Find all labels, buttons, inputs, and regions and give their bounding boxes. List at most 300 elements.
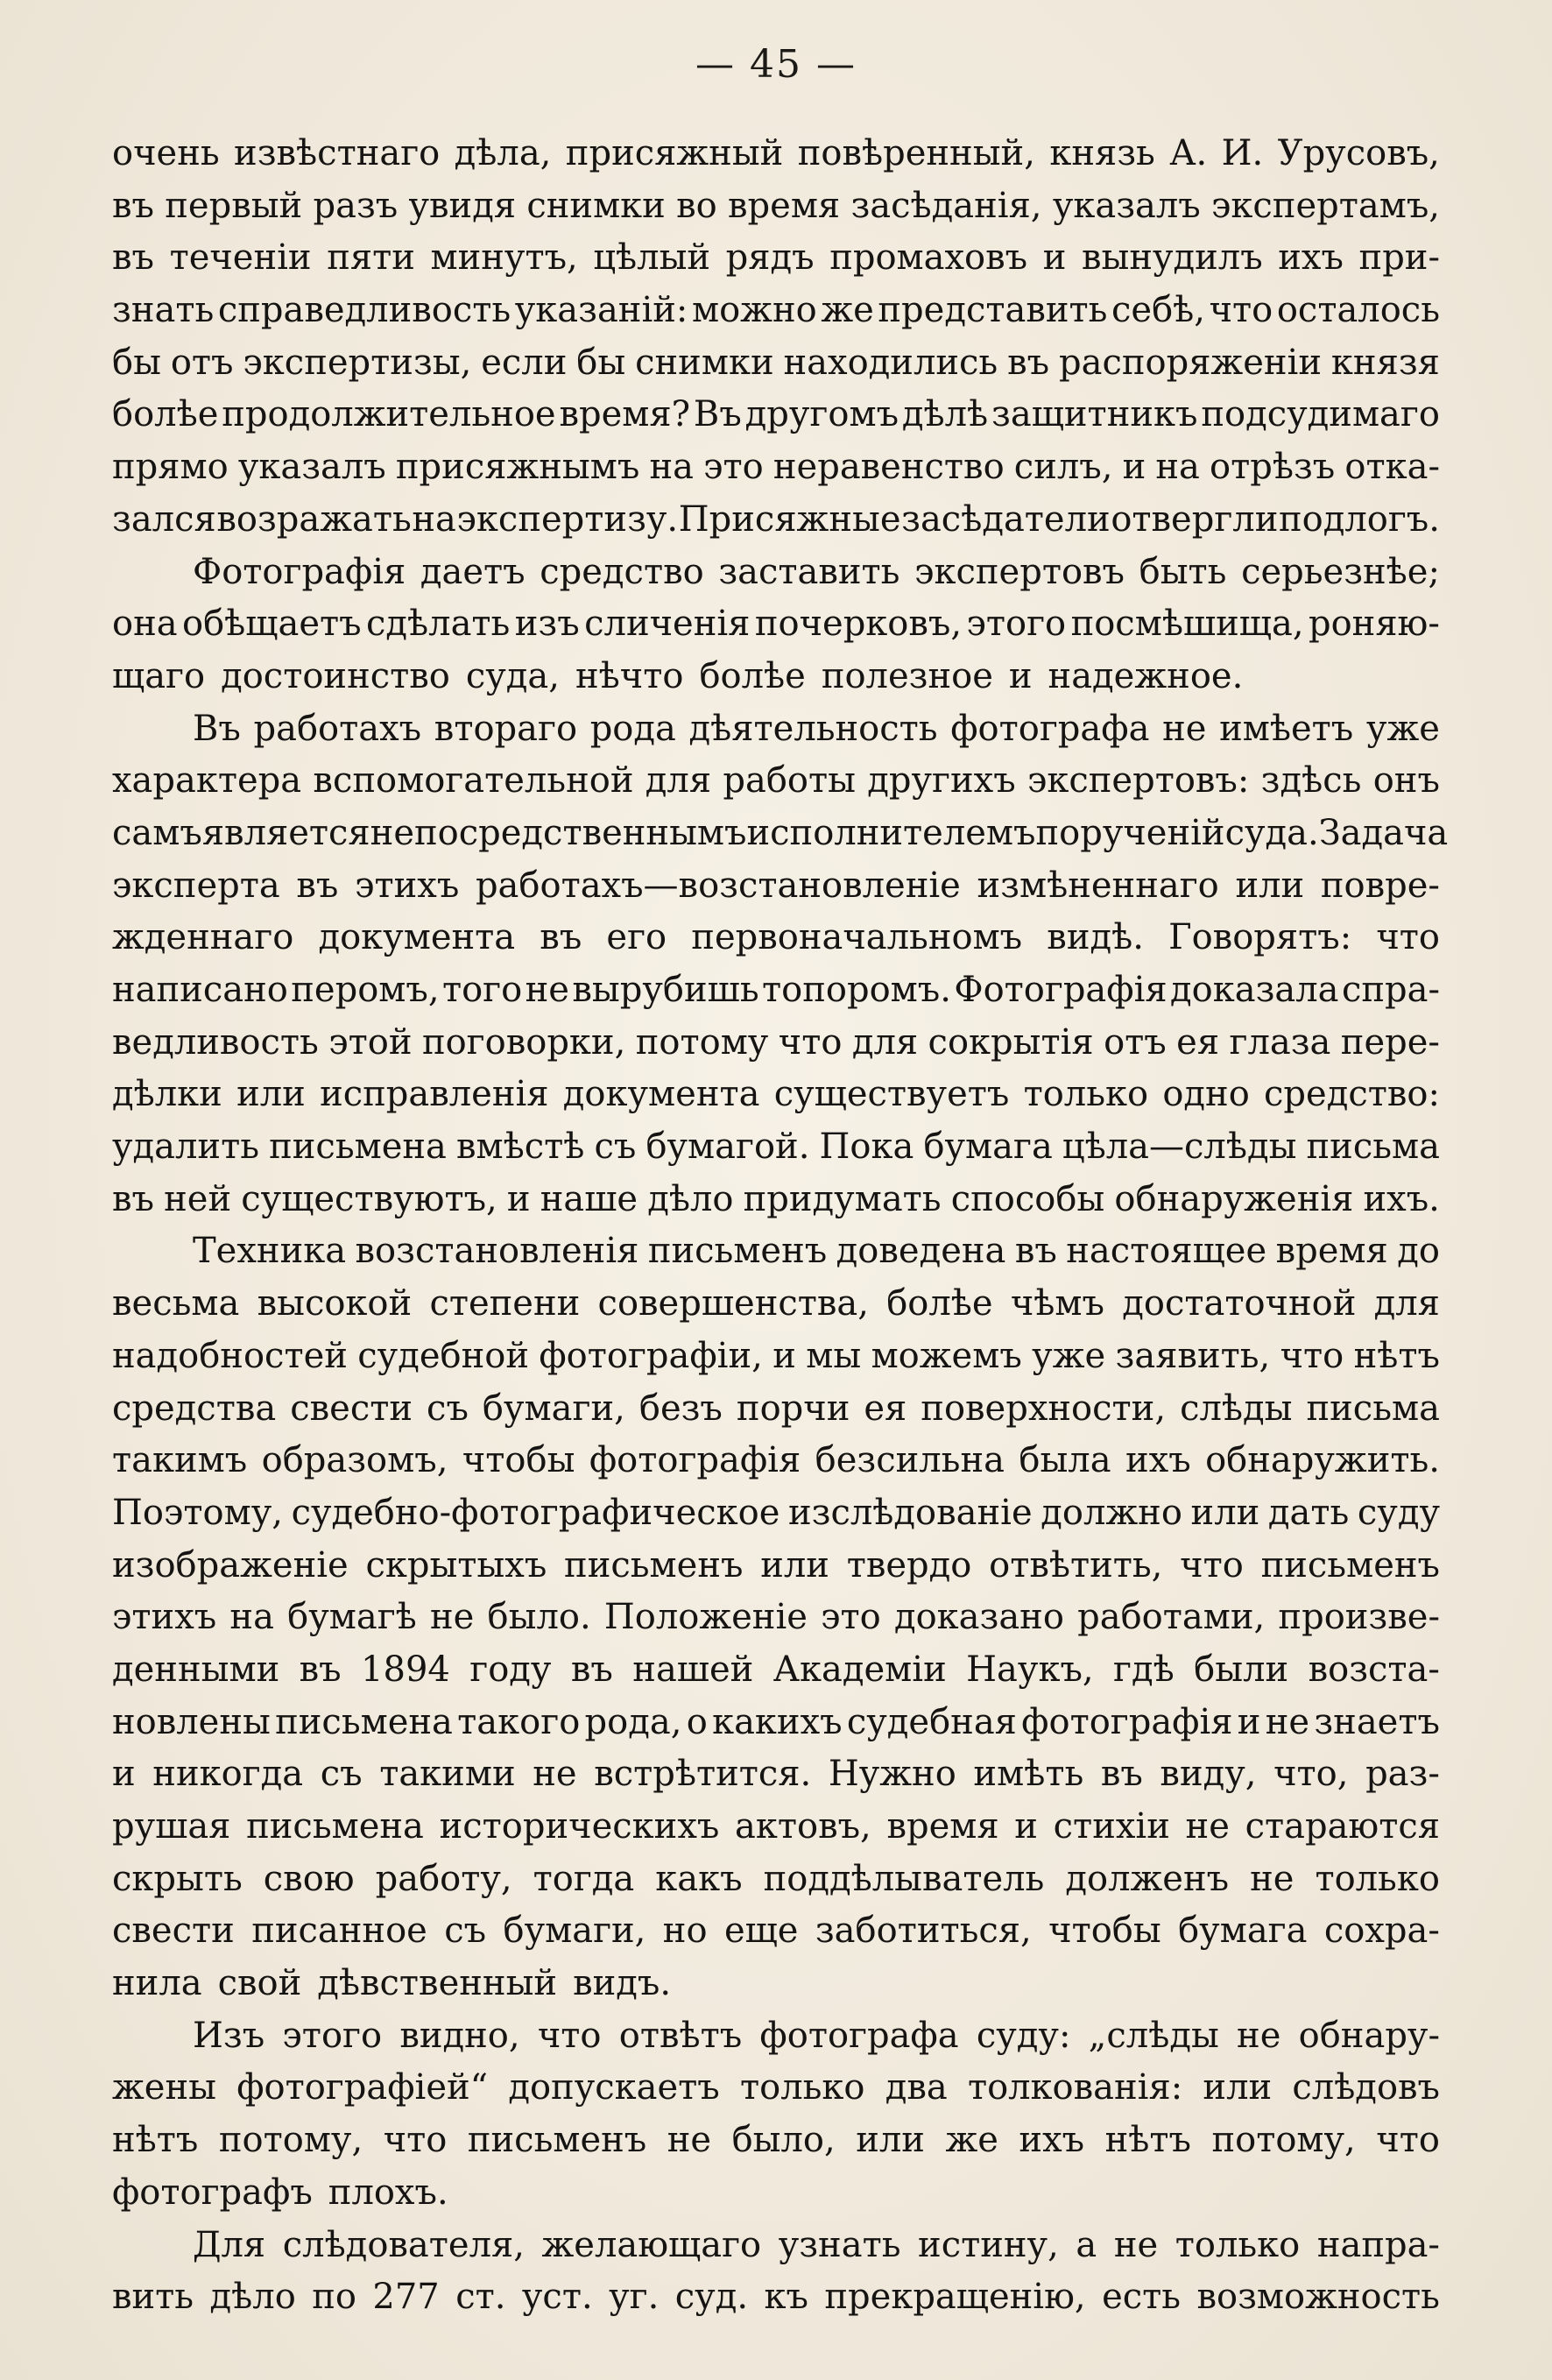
word: ст.: [455, 2277, 506, 2318]
word: бумага: [1178, 1910, 1308, 1952]
word: увидя: [408, 185, 517, 226]
word: ея: [1176, 1021, 1220, 1063]
word: дѣло: [209, 2277, 296, 2318]
word: что: [778, 1021, 843, 1063]
word: теченіи: [169, 237, 312, 279]
word: въ: [112, 185, 154, 226]
word: году: [469, 1649, 552, 1690]
word: распоряженіи: [1058, 342, 1323, 383]
word: допускаетъ: [508, 2067, 720, 2108]
text-line: [112, 1121, 1440, 1174]
word: пере-: [1340, 1021, 1440, 1063]
word: толкованія:: [967, 2067, 1183, 2108]
text-line: [112, 1487, 1440, 1540]
word: желающаго: [541, 2224, 762, 2265]
word: только: [1175, 2224, 1301, 2265]
word: съ: [427, 1388, 469, 1429]
word: письменъ: [1260, 1544, 1440, 1585]
word: уг.: [609, 2277, 660, 2318]
word: обнару-: [1298, 2015, 1440, 2056]
word: цѣла—слѣды: [1062, 1126, 1297, 1168]
word: скрыть: [112, 1858, 243, 1899]
word: историческихъ: [439, 1806, 720, 1847]
word: заявить,: [1115, 1335, 1271, 1376]
word: или: [1190, 1492, 1260, 1533]
word: Техника: [193, 1231, 347, 1272]
word: письменъ: [467, 2120, 647, 2161]
word: и: [1042, 237, 1067, 279]
word: слѣдователя,: [282, 2224, 525, 2265]
word: онъ: [1372, 760, 1440, 802]
word: отъ: [1104, 1021, 1167, 1063]
word: прямо: [112, 447, 229, 488]
word: достаточной: [1122, 1283, 1357, 1324]
text-line: [112, 1905, 1440, 1958]
word: нѣтъ: [112, 2120, 199, 2161]
word: дѣлки: [112, 1074, 222, 1115]
word: весьма: [112, 1283, 240, 1324]
word: встрѣтится.: [594, 1754, 812, 1795]
word: средства: [112, 1388, 277, 1429]
word: стараются: [1245, 1806, 1440, 1847]
word: не: [525, 970, 569, 1010]
word: свести: [112, 1910, 235, 1952]
text-line: [112, 598, 1440, 651]
word: суда.: [1224, 812, 1319, 853]
word: степени: [429, 1283, 581, 1324]
word: была: [1019, 1440, 1111, 1481]
word: же: [945, 2120, 998, 2161]
word: первоначальномъ: [691, 917, 1023, 958]
word: ихъ: [1278, 237, 1344, 279]
word: по: [312, 2277, 356, 2318]
text-line: [112, 2010, 1440, 2063]
word: Для: [193, 2224, 266, 2265]
word: документа: [318, 917, 516, 958]
word: серьезнѣе;: [1241, 551, 1440, 592]
text-line: [112, 1748, 1440, 1801]
word: но: [662, 1910, 708, 1952]
text-line: [112, 2115, 1440, 2167]
word: присяжнымъ: [395, 447, 640, 488]
word: его: [606, 917, 667, 958]
word: это: [703, 447, 764, 488]
word: силъ,: [1013, 447, 1113, 488]
word: возможность: [1196, 2277, 1440, 2318]
word: не: [429, 1597, 475, 1638]
text-line: [112, 1854, 1440, 1906]
word: и: [1014, 1806, 1038, 1847]
word: суд.: [674, 2277, 749, 2318]
word: ея: [864, 1388, 907, 1429]
word: средство:: [1264, 1074, 1440, 1115]
word: Наукъ,: [966, 1649, 1094, 1690]
word: стихіи: [1053, 1806, 1170, 1847]
word: и: [1122, 447, 1146, 488]
text-line: [112, 1644, 1440, 1697]
word: исправленія: [320, 1074, 549, 1115]
word: цѣлый: [593, 237, 711, 279]
text-line: [112, 2167, 1440, 2220]
word: документа: [562, 1074, 760, 1115]
word: дѣла,: [454, 133, 552, 173]
word: щаго: [112, 655, 206, 696]
word: топоромъ.: [762, 970, 951, 1010]
word: другомъ: [744, 394, 899, 435]
word: исполнителемъ: [746, 812, 1036, 853]
word: и: [112, 1754, 136, 1795]
word: для: [851, 1021, 919, 1063]
word: доказано: [893, 1597, 1064, 1638]
word: письмена: [246, 1806, 424, 1847]
word: потому,: [218, 2120, 363, 2161]
word: не: [1162, 708, 1207, 749]
word: подсудимаго: [1201, 394, 1440, 435]
word: что: [1376, 917, 1440, 958]
word: снимки: [526, 185, 666, 226]
text-line: [112, 1017, 1440, 1070]
word: и: [506, 1178, 531, 1219]
word: работахъ: [253, 708, 422, 749]
word: уже: [1032, 1335, 1106, 1376]
word: въ: [112, 237, 154, 279]
word: такими: [379, 1754, 516, 1795]
word: фотографъ: [112, 2172, 313, 2213]
word: указалъ: [237, 447, 386, 488]
word: написано: [112, 970, 288, 1010]
word: судебной: [357, 1335, 529, 1376]
word: бумагѣ: [287, 1597, 417, 1638]
word: или: [856, 2120, 925, 2161]
word: бы: [112, 342, 161, 383]
word: потому,: [1211, 2120, 1356, 2161]
word: рода: [589, 708, 676, 749]
word: перомъ,: [291, 970, 440, 1010]
word: свою: [263, 1858, 355, 1899]
word: знать: [112, 290, 215, 331]
word: сличенія: [584, 604, 751, 645]
word: что: [1376, 2120, 1440, 2161]
word: находились: [783, 342, 998, 383]
word: Пока: [819, 1126, 914, 1168]
word: суду: [1357, 1492, 1440, 1533]
word: заботиться,: [815, 1910, 1032, 1952]
word: порученій: [1035, 812, 1225, 853]
text-line: [112, 441, 1440, 494]
word: присяжный: [565, 133, 784, 173]
word: время?: [559, 394, 691, 435]
word: не: [1185, 1806, 1230, 1847]
word: письмена: [269, 1126, 447, 1168]
word: извѣстнаго: [234, 133, 441, 173]
word: или: [1235, 865, 1305, 906]
word: не: [1265, 1701, 1310, 1742]
word: какъ: [655, 1858, 743, 1899]
word: изъ: [514, 604, 580, 645]
word: фотографія: [589, 1440, 801, 1481]
word: Задача: [1318, 812, 1449, 853]
word: экспертамъ,: [1211, 185, 1440, 226]
word: только: [739, 2067, 865, 2108]
word: бумаги,: [482, 1388, 625, 1429]
word: не: [1250, 1858, 1295, 1899]
word: до: [1397, 1231, 1440, 1272]
word: отвѣтить,: [989, 1544, 1163, 1585]
word: себѣ,: [1111, 290, 1205, 331]
word: не: [1237, 2015, 1281, 2056]
word: напра-: [1316, 2224, 1440, 2265]
text-line: [112, 547, 1440, 599]
word: рушая: [112, 1806, 231, 1847]
word: засѣдатели: [901, 498, 1111, 540]
word: дѣятельность: [688, 708, 938, 749]
word: въ: [1014, 1231, 1057, 1272]
word: Фотографія: [954, 970, 1168, 1010]
word: промаховъ: [829, 237, 1028, 279]
text-line: [112, 860, 1440, 913]
word: на: [649, 447, 694, 488]
text-line: [112, 2220, 1440, 2272]
word: зался: [112, 498, 216, 540]
word: А.: [1169, 133, 1208, 173]
word: эксперта: [112, 865, 280, 906]
word: Изъ: [193, 2015, 265, 2056]
text-line: [112, 703, 1440, 756]
word: мы: [806, 1335, 862, 1376]
word: слѣдовъ: [1292, 2067, 1440, 2108]
word: видъ.: [573, 1963, 672, 2004]
word: дѣло: [647, 1178, 734, 1219]
word: можемъ: [871, 1335, 1022, 1376]
word: фотографіи,: [539, 1335, 763, 1376]
word: 1894: [361, 1649, 450, 1690]
word: бумагой.: [645, 1126, 810, 1168]
word: въ: [570, 1649, 613, 1690]
word: что: [1209, 290, 1273, 331]
word: этихъ: [355, 865, 460, 906]
text-line: [112, 1592, 1440, 1644]
word: ихъ.: [1363, 1178, 1440, 1219]
word: на: [412, 498, 456, 540]
word: письменъ: [647, 1231, 828, 1272]
word: письма: [1306, 1388, 1440, 1429]
word: а: [1076, 2224, 1097, 2265]
word: на: [1155, 447, 1200, 488]
word: безсильна: [815, 1440, 1005, 1481]
text-line: [112, 1801, 1440, 1854]
word: вспомогательной: [313, 760, 634, 802]
text-line: [112, 337, 1440, 390]
word: только: [1023, 1074, 1149, 1115]
word: экспертизы,: [243, 342, 472, 383]
word: имѣетъ: [1219, 708, 1354, 749]
word: уже: [1365, 708, 1440, 749]
word: измѣненнаго: [977, 865, 1219, 906]
word: удалить: [112, 1126, 259, 1168]
word: съ: [444, 1910, 487, 1952]
word: наше: [540, 1178, 638, 1219]
word: обнаруженія: [1114, 1178, 1354, 1219]
word: въ: [540, 917, 582, 958]
word: способы: [950, 1178, 1105, 1219]
word: заставить: [718, 551, 900, 592]
word: время: [1275, 1231, 1388, 1272]
word: чтобы: [1048, 1910, 1161, 1952]
word: сохра-: [1323, 1910, 1440, 1952]
word: виду,: [1160, 1754, 1257, 1795]
word: только: [1315, 1858, 1440, 1899]
word: Урусовъ,: [1277, 133, 1440, 173]
word: гдѣ: [1113, 1649, 1175, 1690]
word: письмена: [275, 1701, 453, 1742]
word: обѣщаетъ: [182, 604, 362, 645]
word: экспертовъ:: [1026, 760, 1250, 802]
word: вмѣстѣ: [455, 1126, 585, 1168]
word: Положеніе: [603, 1597, 808, 1638]
word: продолжительное: [222, 394, 556, 435]
word: рода,: [584, 1701, 682, 1742]
word: дать: [1267, 1492, 1350, 1533]
word: ихъ: [1019, 2120, 1085, 2161]
word: болѣе: [886, 1283, 993, 1324]
word: не: [667, 2120, 712, 2161]
word: первый: [165, 185, 303, 226]
word: и: [772, 1335, 796, 1376]
word: изслѣдованіе: [788, 1492, 1033, 1533]
word: долженъ: [1065, 1858, 1230, 1899]
body-text: [112, 128, 1449, 2324]
text-line: [112, 494, 1440, 547]
word: минутъ,: [430, 237, 578, 279]
word: защитникъ: [991, 394, 1198, 435]
word: чтобы: [462, 1440, 575, 1481]
word: этихъ: [112, 1597, 217, 1638]
word: новлены: [112, 1701, 271, 1742]
word: скрытыхъ: [365, 1544, 547, 1585]
word: порчи: [736, 1388, 850, 1429]
text-line: [112, 1958, 1440, 2010]
text-line: [112, 1174, 1440, 1226]
text-line: [112, 389, 1440, 441]
word: непосредственнымъ: [370, 812, 747, 853]
word: нашей: [632, 1649, 754, 1690]
word: для: [645, 760, 712, 802]
word: неравенство: [772, 447, 1005, 488]
word: средство: [540, 551, 704, 592]
word: придумать: [743, 1178, 942, 1219]
word: 277: [372, 2277, 440, 2318]
text-line: [112, 180, 1440, 233]
word: втораго: [434, 708, 578, 749]
text-line: [112, 651, 1440, 703]
word: свести: [290, 1388, 413, 1429]
text-line: [112, 128, 1440, 180]
word: является: [201, 812, 370, 853]
word: уст.: [521, 2277, 593, 2318]
word: потому: [635, 1021, 769, 1063]
text-line: [112, 964, 1440, 1017]
word: посмѣшища,: [1070, 604, 1304, 645]
word: суда,: [465, 655, 560, 696]
word: тогда: [533, 1858, 635, 1899]
word: писанное: [251, 1910, 427, 1952]
word: указаній:: [514, 290, 688, 331]
text-line: [112, 285, 1440, 337]
word: знаетъ: [1314, 1701, 1440, 1742]
word: здѣсь: [1260, 760, 1362, 802]
word: жены: [112, 2067, 216, 2108]
word: дѣвственный: [317, 1963, 558, 2004]
word: фотографіей“: [236, 2067, 489, 2108]
word: поверхности,: [921, 1388, 1167, 1429]
text-line: [112, 1540, 1440, 1593]
text-line: [112, 232, 1440, 285]
word: существуютъ,: [241, 1178, 497, 1219]
word: представить: [878, 290, 1108, 331]
word: осталось: [1276, 290, 1440, 331]
word: Нужно: [828, 1754, 956, 1795]
word: съ: [320, 1754, 363, 1795]
word: при-: [1358, 237, 1440, 279]
word: нѣчто: [575, 655, 684, 696]
text-line: [112, 2271, 1440, 2324]
word: такимъ: [112, 1440, 248, 1481]
word: Присяжные: [678, 498, 901, 540]
text-line: [112, 1069, 1440, 1121]
word: есть: [1102, 2277, 1182, 2318]
word: время: [728, 185, 841, 226]
word: во: [676, 185, 717, 226]
word: работахъ—возстановленіе: [475, 865, 961, 906]
word: полезное: [821, 655, 993, 696]
word: обнаружить.: [1205, 1440, 1440, 1481]
word: нѣтъ: [1353, 1335, 1440, 1376]
word: денными: [112, 1649, 280, 1690]
word: разъ: [313, 185, 399, 226]
word: не: [1113, 2224, 1159, 2265]
word: и: [1237, 1701, 1261, 1742]
word: этого: [282, 2015, 383, 2056]
word: два: [885, 2067, 948, 2108]
word: еще: [723, 1910, 799, 1952]
word: Говорятъ:: [1168, 917, 1352, 958]
word: глаза: [1229, 1021, 1331, 1063]
word: ней: [164, 1178, 232, 1219]
word: роняю-: [1308, 604, 1440, 645]
word: никогда: [152, 1754, 304, 1795]
word: судебно-фотографическое: [291, 1492, 780, 1533]
word: болѣе: [112, 394, 219, 435]
text-line: [112, 1697, 1440, 1749]
word: должно: [1041, 1492, 1182, 1533]
word: что,: [1273, 1754, 1349, 1795]
word: Въ: [193, 708, 241, 749]
word: въ: [296, 865, 339, 906]
word: время: [886, 1806, 999, 1847]
word: истину,: [918, 2224, 1059, 2265]
word: Фотографія: [193, 551, 406, 592]
word: въ: [112, 1178, 154, 1219]
word: въ: [1100, 1754, 1143, 1795]
word: работы: [723, 760, 856, 802]
word: видно,: [399, 2015, 520, 2056]
word: даетъ: [420, 551, 526, 592]
word: ихъ: [1125, 1440, 1191, 1481]
word: Академіи: [772, 1649, 947, 1690]
word: безъ: [638, 1388, 723, 1429]
word: письменъ: [564, 1544, 744, 1585]
text-line: [112, 1331, 1440, 1383]
